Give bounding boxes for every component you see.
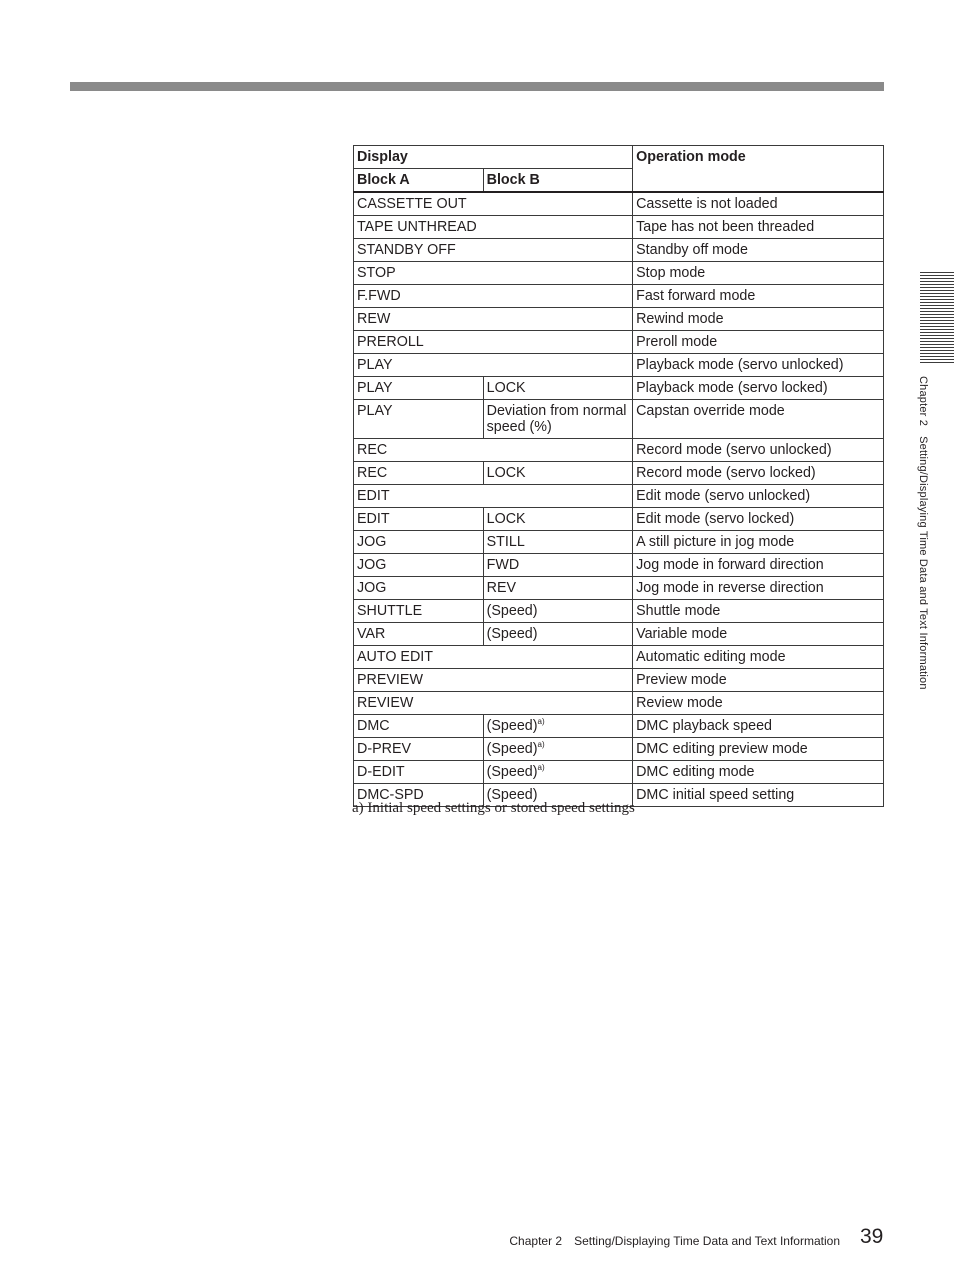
cell-block-a: STANDBY OFF [354, 239, 633, 262]
table-row [354, 577, 884, 600]
side-tab-chapter: Chapter 2 [917, 376, 929, 427]
cell-block-b-text: REV [486, 580, 517, 596]
cell-operation-mode: Playback mode (servo locked) [633, 377, 884, 400]
footnote-marker: a) [537, 717, 545, 726]
cell-block-b-text: FWD [486, 557, 520, 573]
cell-block-b-text: (Speed) [486, 741, 538, 757]
cell-block-b [483, 508, 632, 531]
table-row [354, 623, 884, 646]
cell-operation-mode: A still picture in jog mode [633, 531, 884, 554]
cell-block-b-text: LOCK [486, 465, 526, 481]
cell-operation-mode: Edit mode (servo locked) [633, 508, 884, 531]
cell-block-a: PREVIEW [354, 669, 633, 692]
cell-block-a: PREROLL [354, 331, 633, 354]
cell-operation-mode: Preroll mode [633, 331, 884, 354]
cell-block-a: SHUTTLE [354, 600, 484, 623]
cell-operation-mode: Automatic editing mode [633, 646, 884, 669]
header-block-a: Block A [354, 169, 484, 193]
cell-block-a: EDIT [354, 508, 484, 531]
cell-block-a: REC [354, 439, 633, 462]
page-footer [509, 1234, 840, 1248]
table-row [354, 485, 884, 508]
cell-block-b-text: LOCK [486, 511, 526, 527]
table-row [354, 692, 884, 715]
cell-operation-mode: Stop mode [633, 262, 884, 285]
table-row [354, 400, 884, 439]
table-row [354, 669, 884, 692]
chapter-tab-bars [920, 272, 954, 364]
table-row [354, 262, 884, 285]
cell-operation-mode: Cassette is not loaded [633, 192, 884, 216]
cell-block-a: F.FWD [354, 285, 633, 308]
cell-operation-mode: Jog mode in reverse direction [633, 577, 884, 600]
cell-block-b-text: (Speed) [486, 626, 538, 642]
operation-mode-table [353, 145, 884, 807]
cell-block-b [483, 462, 632, 485]
cell-block-a: PLAY [354, 377, 484, 400]
cell-block-a: REC [354, 462, 484, 485]
footnote-marker: a) [537, 740, 545, 749]
cell-block-a: AUTO EDIT [354, 646, 633, 669]
cell-operation-mode: DMC editing preview mode [633, 738, 884, 761]
cell-block-a: CASSETTE OUT [354, 192, 633, 216]
table-row [354, 377, 884, 400]
table-row [354, 738, 884, 761]
table-body [354, 192, 884, 807]
table-row [354, 531, 884, 554]
cell-block-b-text: STILL [486, 534, 525, 550]
cell-block-a: STOP [354, 262, 633, 285]
table-row [354, 192, 884, 216]
table-row [354, 308, 884, 331]
table-row [354, 331, 884, 354]
cell-block-a: VAR [354, 623, 484, 646]
cell-block-a: DMC [354, 715, 484, 738]
cell-operation-mode: DMC editing mode [633, 761, 884, 784]
cell-block-a: JOG [354, 531, 484, 554]
cell-block-a: REVIEW [354, 692, 633, 715]
footer-title: Setting/Displaying Time Data and Text Information [574, 1234, 840, 1248]
cell-block-b-text: (Speed) [486, 787, 538, 803]
cell-operation-mode: Variable mode [633, 623, 884, 646]
cell-block-a: PLAY [354, 400, 484, 439]
cell-block-a: REW [354, 308, 633, 331]
cell-block-a: D-PREV [354, 738, 484, 761]
side-tab-title: Setting/Displaying Time Data and Text Information [917, 436, 929, 690]
cell-operation-mode: Rewind mode [633, 308, 884, 331]
footnote: a) Initial speed settings or stored speed settings [352, 800, 635, 816]
footnote-marker: a) [537, 763, 545, 772]
top-rule [70, 82, 884, 91]
table-row [354, 285, 884, 308]
cell-block-a: PLAY [354, 354, 633, 377]
cell-block-b [483, 738, 632, 761]
cell-block-a: TAPE UNTHREAD [354, 216, 633, 239]
cell-block-b-text: (Speed) [486, 718, 538, 734]
cell-block-b [483, 554, 632, 577]
table-row [354, 600, 884, 623]
cell-operation-mode: Standby off mode [633, 239, 884, 262]
table-header-row [354, 146, 884, 169]
cell-operation-mode: Edit mode (servo unlocked) [633, 485, 884, 508]
cell-operation-mode: Playback mode (servo unlocked) [633, 354, 884, 377]
cell-block-b [483, 761, 632, 784]
cell-operation-mode: Record mode (servo unlocked) [633, 439, 884, 462]
cell-block-a: JOG [354, 577, 484, 600]
header-display: Display [354, 146, 633, 169]
table-row [354, 554, 884, 577]
table-row [354, 239, 884, 262]
cell-block-a: JOG [354, 554, 484, 577]
cell-operation-mode: DMC initial speed setting [633, 784, 884, 807]
cell-block-b [483, 577, 632, 600]
cell-operation-mode: Preview mode [633, 669, 884, 692]
cell-block-a: EDIT [354, 485, 633, 508]
table-row [354, 715, 884, 738]
table-row [354, 646, 884, 669]
header-operation-mode: Operation mode [633, 146, 884, 193]
cell-operation-mode: DMC playback speed [633, 715, 884, 738]
cell-operation-mode: Tape has not been threaded [633, 216, 884, 239]
table-row [354, 462, 884, 485]
table-row [354, 354, 884, 377]
cell-block-b [483, 377, 632, 400]
header-block-b: Block B [483, 169, 632, 193]
cell-block-b-text: Deviation from normal speed (%) [486, 403, 627, 435]
table-row [354, 761, 884, 784]
table-row [354, 216, 884, 239]
cell-operation-mode: Fast forward mode [633, 285, 884, 308]
cell-block-b [483, 400, 632, 439]
page-number: 39 [860, 1225, 884, 1248]
cell-block-b-text: (Speed) [486, 764, 538, 780]
cell-block-b [483, 531, 632, 554]
cell-operation-mode: Record mode (servo locked) [633, 462, 884, 485]
cell-block-b [483, 600, 632, 623]
table-row [354, 508, 884, 531]
cell-block-b [483, 623, 632, 646]
cell-block-b-text: (Speed) [486, 603, 538, 619]
cell-block-b [483, 715, 632, 738]
cell-operation-mode: Shuttle mode [633, 600, 884, 623]
cell-operation-mode: Capstan override mode [633, 400, 884, 439]
footer-chapter: Chapter 2 [509, 1234, 563, 1248]
cell-operation-mode: Jog mode in forward direction [633, 554, 884, 577]
cell-block-a: DMC-SPD [354, 784, 484, 807]
cell-block-a: D-EDIT [354, 761, 484, 784]
table-row [354, 439, 884, 462]
chapter-side-tab [917, 376, 929, 690]
cell-block-b-text: LOCK [486, 380, 526, 396]
cell-operation-mode: Review mode [633, 692, 884, 715]
